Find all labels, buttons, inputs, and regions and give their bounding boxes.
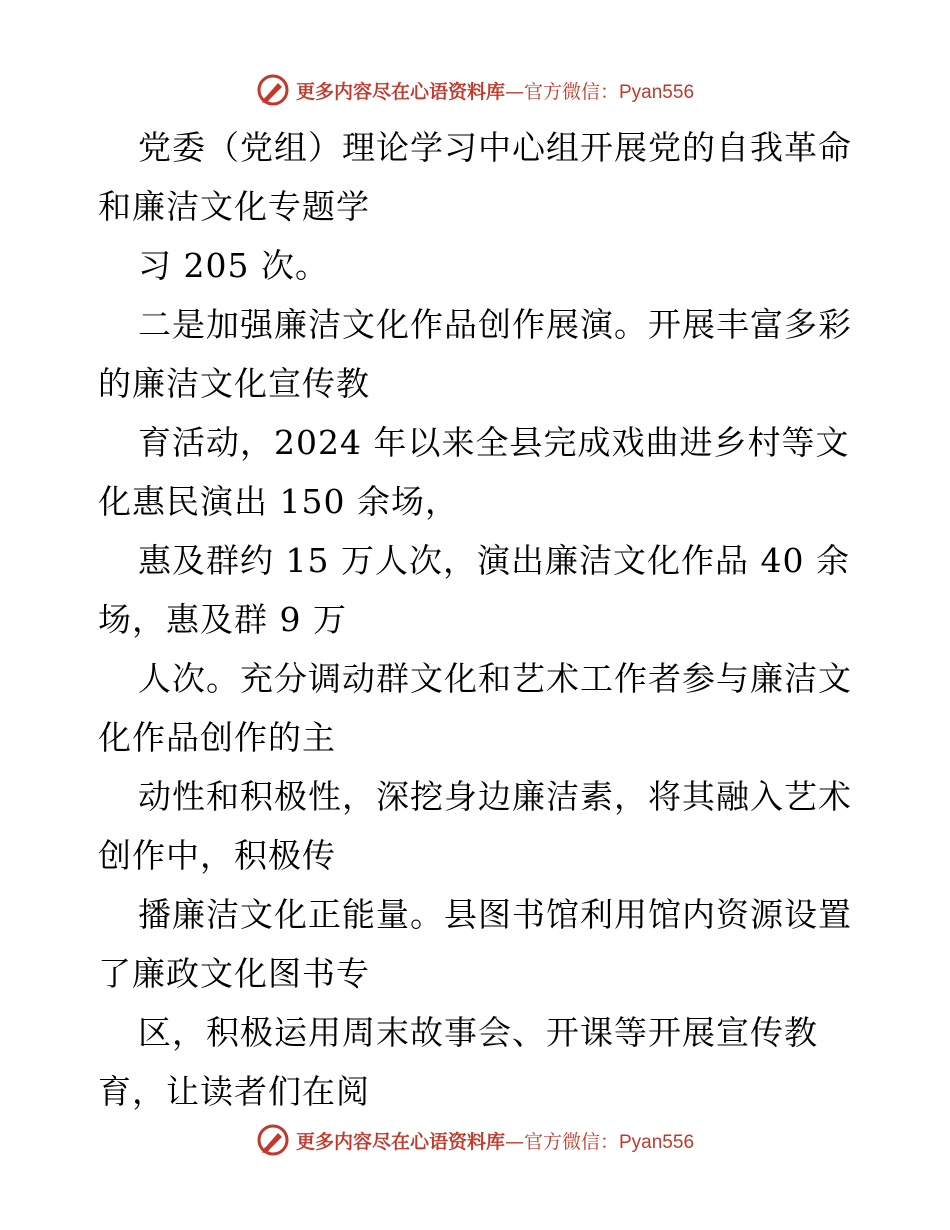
text-line: 育活动，2024 年以来全县完成戏曲进乡村等文 [138,423,850,462]
text-line: 二是加强廉洁文化作品创作展演。开展丰富多彩 [138,305,852,344]
text-line: 场，惠及群 9 万 [98,600,347,639]
footer-banner [0,1120,950,1160]
header-banner [0,70,950,110]
text-line: 动性和积极性，深挖身边廉洁素，将其融入艺术 [138,777,852,816]
banner-dash: — [504,1130,524,1153]
text-line: 和廉洁文化专题学 [98,187,370,226]
text-line: 习 205 次。 [138,246,329,285]
banner-wechat-id: Pyan556 [619,1131,695,1153]
text-line: 播廉洁文化正能量。县图书馆利用馆内资源设置 [138,895,852,934]
text-line: 惠及群约 15 万人次，演出廉洁文化作品 40 余 [138,541,850,580]
text-line: 的廉洁文化宣传教 [98,364,370,403]
banner-dash: — [504,80,524,103]
pen-logo-icon [256,73,290,107]
banner-text [296,1127,694,1154]
banner-text [296,77,694,104]
banner-wechat-id: Pyan556 [619,81,695,103]
pen-logo-icon [256,1123,290,1157]
banner-main-text: 更多内容尽在心语资料库 [295,80,505,103]
banner-main-text: 更多内容尽在心语资料库 [295,1130,505,1153]
text-line: 区，积极运用周末故事会、开课等开展宣传教 [138,1013,818,1052]
document-body [98,118,858,1121]
text-line: 化作品创作的主 [98,718,336,757]
text-line: 党委（党组）理论学习中心组开展党的自我革命 [138,128,852,167]
banner-sub-text: 官方微信： [523,80,619,103]
text-line: 创作中，积极传 [98,836,336,875]
text-line: 化惠民演出 150 余场， [98,482,459,521]
text-line: 育，让读者们在阅 [98,1072,370,1111]
banner-sub-text: 官方微信： [523,1130,619,1153]
text-line: 人次。充分调动群文化和艺术工作者参与廉洁文 [138,659,852,698]
text-line: 了廉政文化图书专 [98,954,370,993]
